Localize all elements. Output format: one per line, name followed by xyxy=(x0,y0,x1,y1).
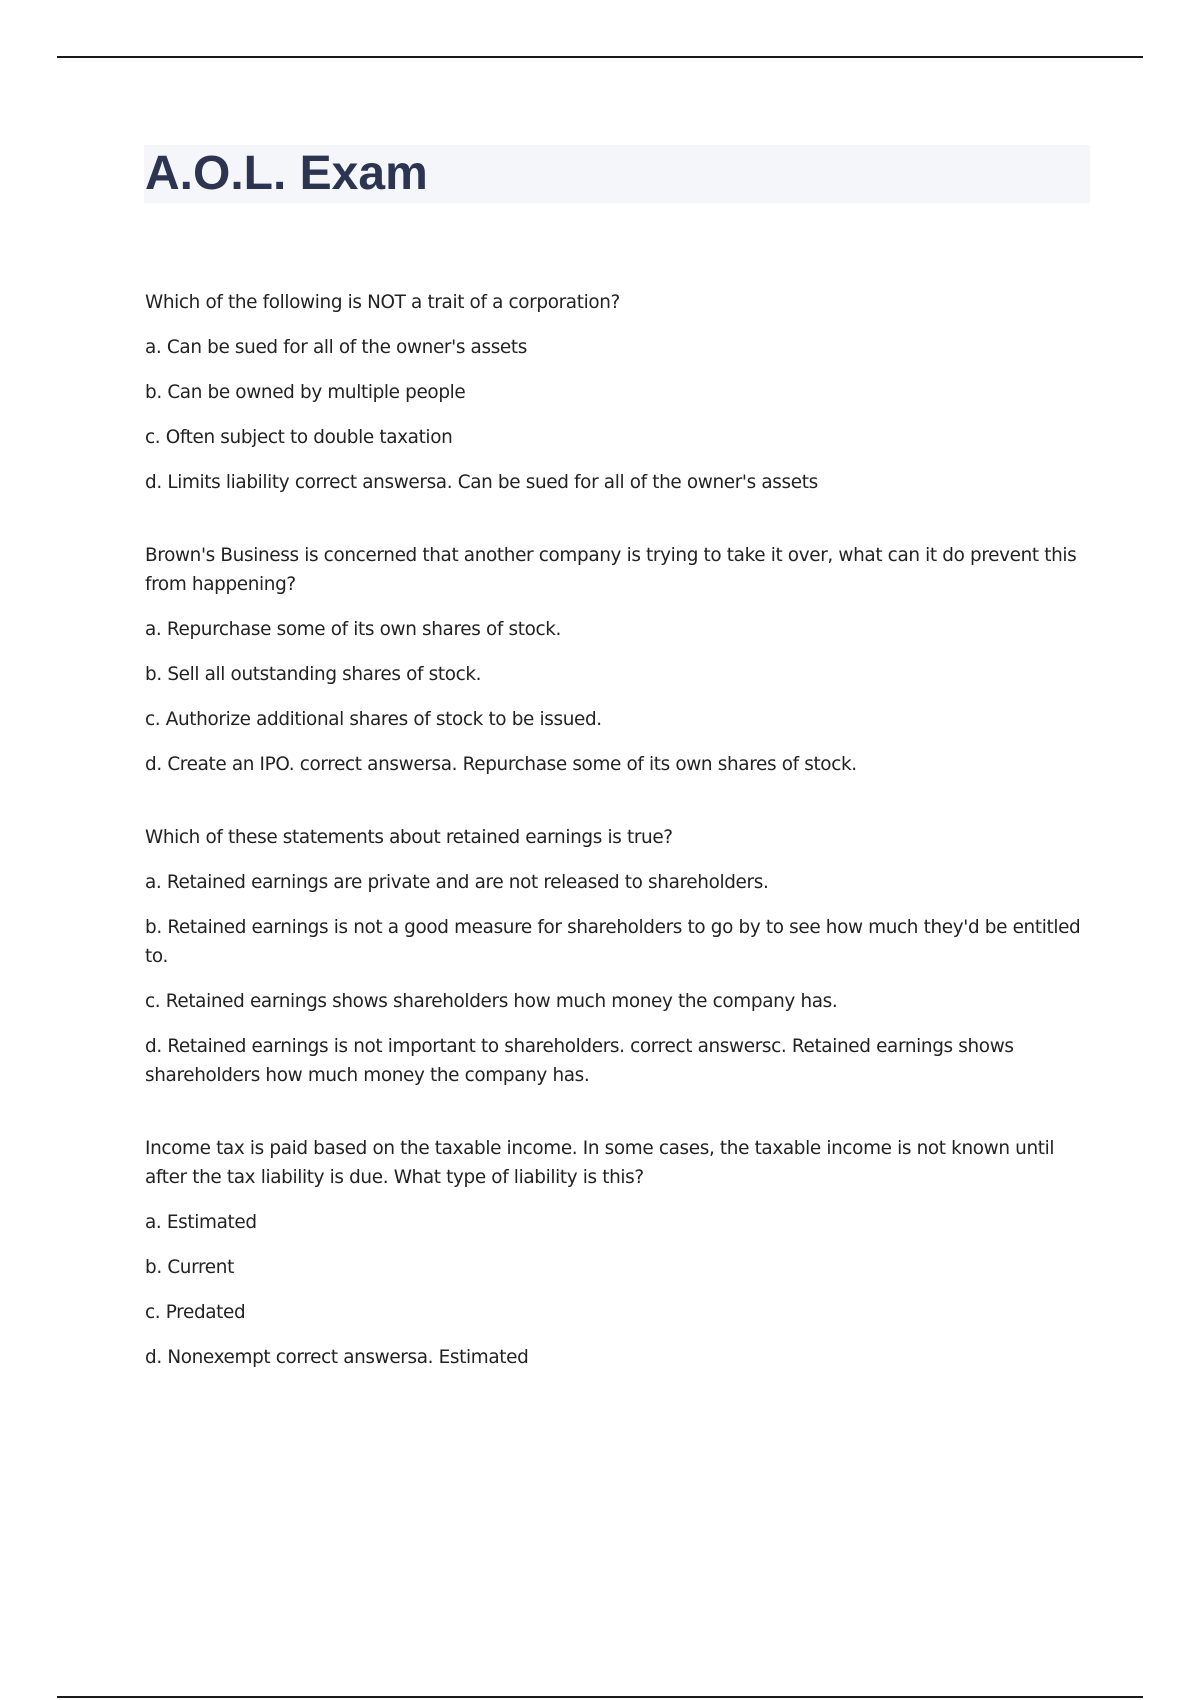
answer-option: c. Predated xyxy=(145,1302,246,1323)
bottom-divider xyxy=(57,1696,1143,1698)
answer-option: a. Repurchase some of its own shares of stock. xyxy=(145,619,562,640)
question-block xyxy=(145,823,1090,1090)
questions-list xyxy=(145,288,1090,1416)
question-block xyxy=(145,541,1090,779)
question-text: Which of these statements about retained earnings is true? xyxy=(145,827,673,848)
answer-option: a. Estimated xyxy=(145,1212,257,1233)
question-text: Which of the following is NOT a trait of a corporation? xyxy=(145,292,620,313)
answer-option: c. Authorize additional shares of stock to be issued. xyxy=(145,709,602,730)
answer-option: c. Often subject to double taxation xyxy=(145,427,453,448)
answer-option: b. Current xyxy=(145,1257,234,1278)
top-divider xyxy=(57,56,1143,58)
answer-option: b. Can be owned by multiple people xyxy=(145,382,466,403)
question-block xyxy=(145,288,1090,497)
answer-option: d. Nonexempt correct answersa. Estimated xyxy=(145,1347,529,1368)
answer-option: a. Retained earnings are private and are not released to shareholders. xyxy=(145,872,769,893)
answer-option: d. Limits liability correct answersa. Can be sued for all of the owner's assets xyxy=(145,472,818,493)
question-text: Brown's Business is concerned that another company is trying to take it over, what can it do prevent this from happening? xyxy=(145,545,1077,595)
answer-option: a. Can be sued for all of the owner's assets xyxy=(145,337,527,358)
question-text: Income tax is paid based on the taxable income. In some cases, the taxable income is not known until after the tax liability is due. What type of liability is this? xyxy=(145,1138,1055,1188)
page-title: A.O.L. Exam xyxy=(145,147,428,200)
question-block xyxy=(145,1134,1090,1372)
answer-option: d. Create an IPO. correct answersa. Repurchase some of its own shares of stock. xyxy=(145,754,857,775)
answer-option: d. Retained earnings is not important to shareholders. correct answersc. Retained earnings shows shareholders how much money the company has. xyxy=(145,1036,1014,1086)
answer-option: b. Sell all outstanding shares of stock. xyxy=(145,664,482,685)
answer-option: b. Retained earnings is not a good measure for shareholders to go by to see how much they'd be entitled to. xyxy=(145,917,1081,967)
answer-option: c. Retained earnings shows shareholders how much money the company has. xyxy=(145,991,838,1012)
